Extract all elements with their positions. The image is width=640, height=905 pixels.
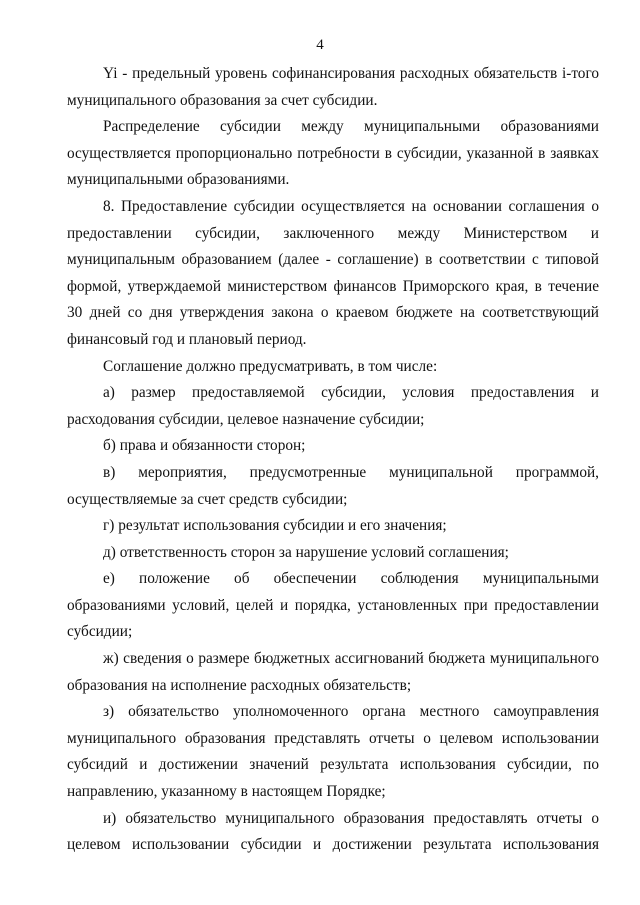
list-item-zh: ж) сведения о размере бюджетных ассигнований бюджета муниципального образования на исполнение расходных обязательств;: [67, 650, 599, 694]
paragraph-item-8: 8. Предоставление субсидии осуществляется на основании соглашения о предоставлении субсидии, заключенного между Министерством и муниципальным образованием (далее - соглашение) в соответствии с типовой формой, утверждаемой министерством финансов Приморского края, в течение 30 дней со дня утверждения закона о краевом бюджете на соответствующий финансовый год и плановый период.: [67, 197, 599, 348]
paragraph-agreement-intro: Соглашение должно предусматривать, в том числе:: [103, 357, 438, 375]
document-body: [67, 61, 599, 859]
list-item-z: з) обязательство уполномоченного органа местного самоуправления муниципального образования представлять отчеты о целевом использовании субсидий и достижении значений результата использования субсидии, по направлению, указанному в настоящем Порядке;: [67, 703, 599, 801]
list-item-b: б) права и обязанности сторон;: [103, 437, 306, 455]
list-item-d: д) ответственность сторон за нарушение условий соглашения;: [103, 543, 509, 561]
paragraph-distribution: Распределение субсидии между муниципальными образованиями осуществляется пропорционально потребности в субсидии, указанной в заявках муниципальными образованиями.: [67, 118, 599, 189]
paragraph-yi-definition: Yi - предельный уровень софинансирования расходных обязательств i-того муниципального образования за счет субсидии.: [67, 65, 599, 109]
list-item-g: г) результат использования субсидии и его значения;: [103, 517, 447, 535]
list-item-v: в) мероприятия, предусмотренные муниципальной программой, осуществляемые за счет средств субсидии;: [67, 463, 599, 508]
list-item-a: а) размер предоставляемой субсидии, условия предоставления и расходования субсидии, целевое назначение субсидии;: [67, 384, 599, 428]
list-item-e: е) положение об обеспечении соблюдения муниципальными образованиями условий, целей и порядка, установленных при предоставлении субсидии;: [67, 570, 599, 641]
list-item-i: и) обязательство муниципального образования предоставлять отчеты о целевом использовании субсидии и достижении результата использования: [67, 809, 599, 854]
page-number: 4: [316, 37, 324, 53]
